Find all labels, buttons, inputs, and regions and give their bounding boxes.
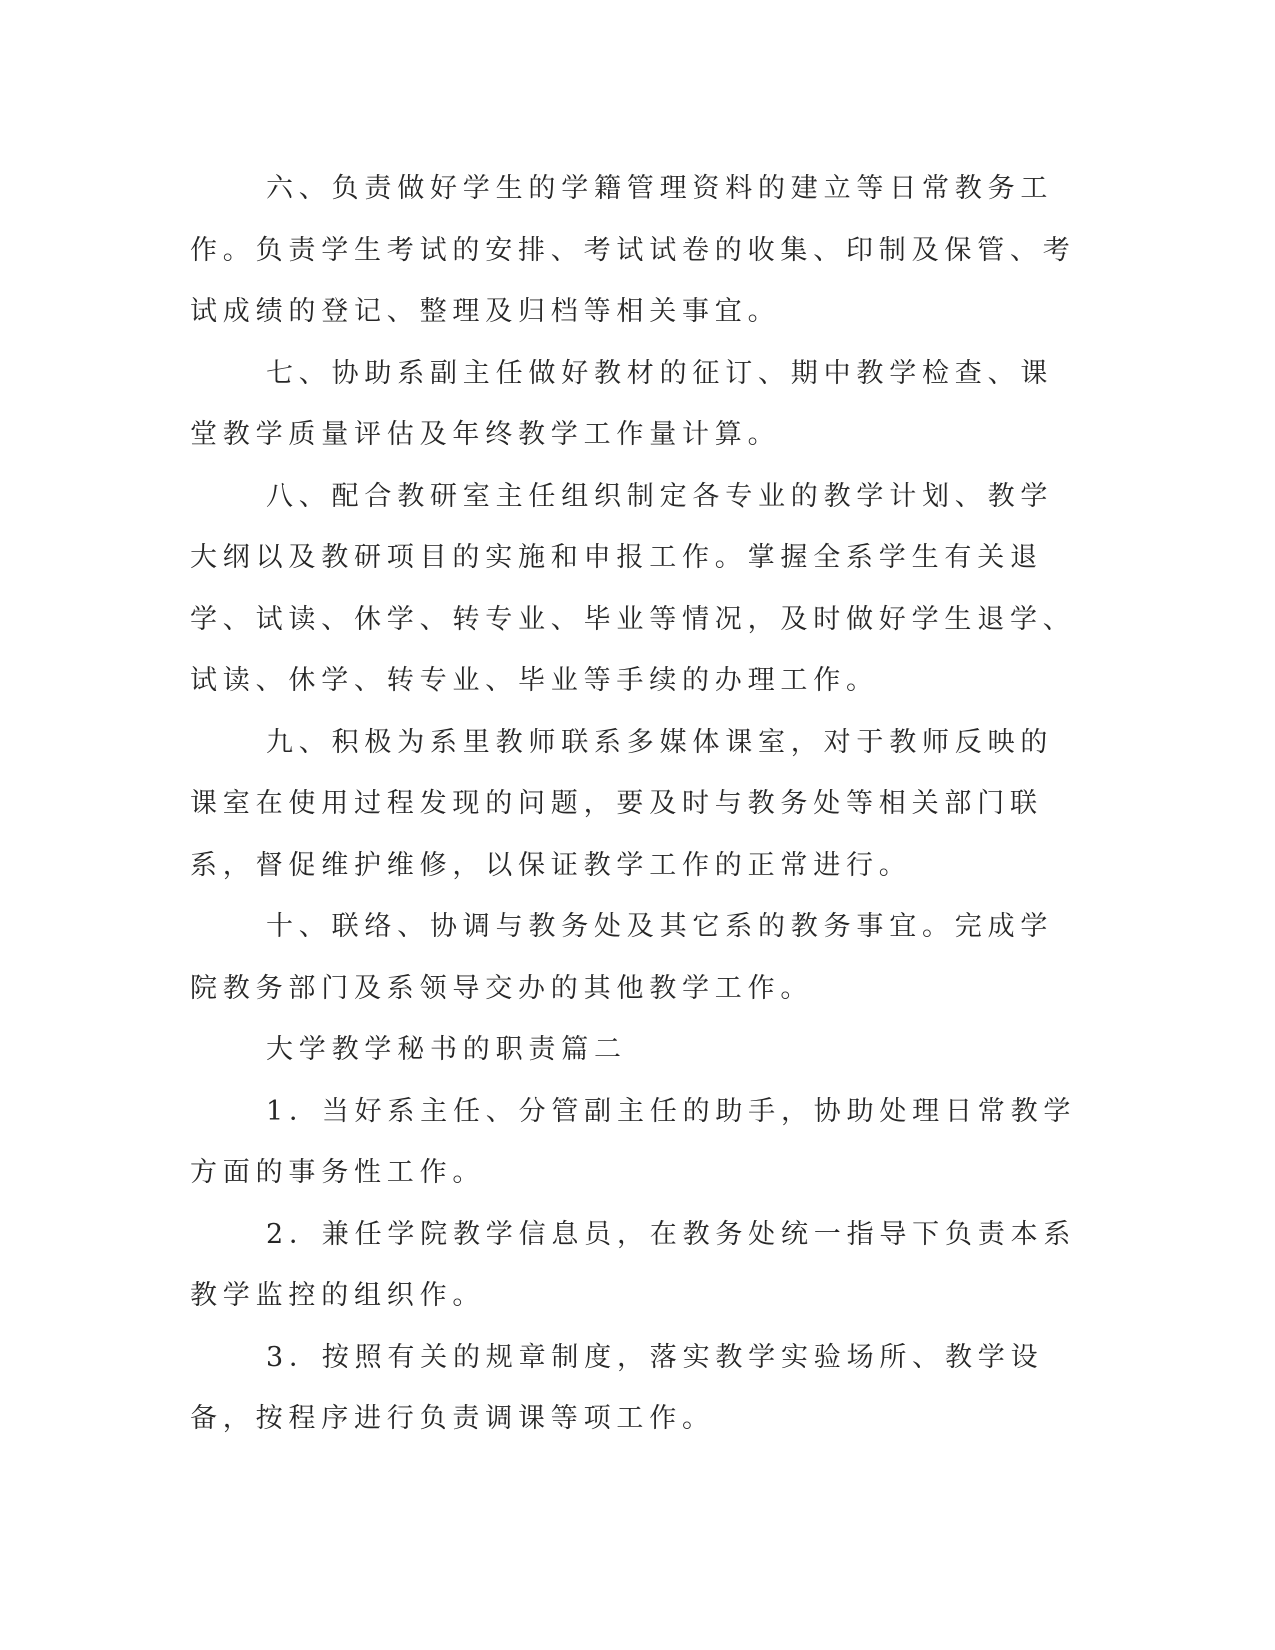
paragraph-item-3: 3．按照有关的规章制度，落实教学实验场所、教学设备，按程序进行负责调课等项工作。 [190, 1341, 1044, 1434]
paragraph-duty-9: 九、积极为系里教师联系多媒体课室，对于教师反映的课室在使用过程发现的问题，要及时与教务处等相关部门联系，督促维护维修，以保证教学工作的正常进行。 [190, 726, 1054, 881]
paragraph-item-1: 1．当好系主任、分管副主任的助手，协助处理日常教学方面的事务性工作。 [190, 1095, 1077, 1188]
section-heading: 大学教学秘书的职责篇二 [266, 1034, 627, 1065]
paragraph-duty-6: 六、负责做好学生的学籍管理资料的建立等日常教务工作。负责学生考试的安排、考试试卷的收集、印制及保管、考试成绩的登记、整理及归档等相关事宜。 [190, 173, 1076, 327]
paragraph-duty-7: 七、协助系副主任做好教材的征订、期中教学检查、课堂教学质量评估及年终教学工作量计算。 [190, 357, 1054, 450]
body-text [190, 158, 1084, 1450]
paragraph-duty-10: 十、联络、协调与教务处及其它系的教务事宜。完成学院教务部门及系领导交办的其他教学工作。 [190, 911, 1054, 1004]
paragraph-duty-8: 八、配合教研室主任组织制定各专业的教学计划、教学大纲以及教研项目的实施和申报工作。掌握全系学生有关退学、试读、休学、转专业、毕业等情况，及时做好学生退学、试读、休学、转专业、毕业等手续的办理工作。 [190, 480, 1076, 696]
paragraph-item-2: 2．兼任学院教学信息员，在教务处统一指导下负责本系教学监控的组织作。 [190, 1218, 1077, 1311]
